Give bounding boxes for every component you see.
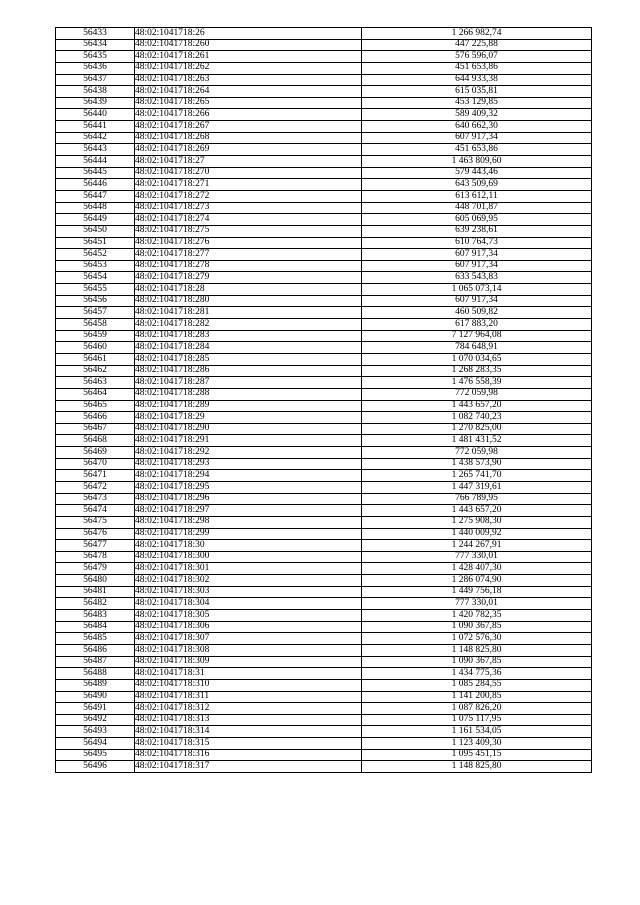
cadastral-number: 48:02:1041718:284 [135, 342, 362, 354]
cadastral-value: 607 917,34 [362, 295, 592, 307]
row-number: 56443 [56, 144, 135, 156]
table-row [56, 86, 592, 98]
cadastral-value: 451 653,86 [362, 62, 592, 74]
table-row [56, 202, 592, 214]
table-row [56, 365, 592, 377]
cadastral-number: 48:02:1041718:292 [135, 447, 362, 459]
row-number: 56454 [56, 272, 135, 284]
table-row [56, 598, 592, 610]
row-number: 56450 [56, 225, 135, 237]
cadastral-number: 48:02:1041718:302 [135, 575, 362, 587]
cadastral-value: 451 653,86 [362, 144, 592, 156]
row-number: 56457 [56, 307, 135, 319]
cadastral-value: 460 509,82 [362, 307, 592, 319]
table-row [56, 423, 592, 435]
cadastral-number: 48:02:1041718:313 [135, 714, 362, 726]
row-number: 56493 [56, 726, 135, 738]
row-number: 56459 [56, 330, 135, 342]
row-number: 56476 [56, 528, 135, 540]
row-number: 56488 [56, 668, 135, 680]
row-number: 56441 [56, 121, 135, 133]
row-number: 56482 [56, 598, 135, 610]
row-number: 56453 [56, 260, 135, 272]
table-row [56, 377, 592, 389]
cadastral-value: 1 438 573,90 [362, 458, 592, 470]
table-row [56, 51, 592, 63]
table-row [56, 656, 592, 668]
table-row [56, 156, 592, 168]
row-number: 56460 [56, 342, 135, 354]
table-row [56, 458, 592, 470]
cadastral-number: 48:02:1041718:267 [135, 121, 362, 133]
table-row [56, 726, 592, 738]
row-number: 56481 [56, 586, 135, 598]
cadastral-number: 48:02:1041718:31 [135, 668, 362, 680]
cadastral-number: 48:02:1041718:290 [135, 423, 362, 435]
row-number: 56440 [56, 109, 135, 121]
cadastral-number: 48:02:1041718:30 [135, 540, 362, 552]
row-number: 56494 [56, 738, 135, 750]
table-row [56, 388, 592, 400]
table-row [56, 412, 592, 424]
row-number: 56451 [56, 237, 135, 249]
row-number: 56473 [56, 493, 135, 505]
cadastral-number: 48:02:1041718:307 [135, 633, 362, 645]
table-row [56, 738, 592, 750]
cadastral-value: 1 148 825,80 [362, 761, 592, 773]
row-number: 56489 [56, 679, 135, 691]
row-number: 56436 [56, 62, 135, 74]
cadastral-number: 48:02:1041718:293 [135, 458, 362, 470]
table-row [56, 121, 592, 133]
cadastral-value: 605 069,95 [362, 214, 592, 226]
row-number: 56496 [56, 761, 135, 773]
table-row [56, 540, 592, 552]
table-row [56, 551, 592, 563]
table-row [56, 621, 592, 633]
cadastral-value: 1 434 775,36 [362, 668, 592, 680]
table-row [56, 342, 592, 354]
cadastral-number: 48:02:1041718:312 [135, 703, 362, 715]
cadastral-number: 48:02:1041718:308 [135, 644, 362, 656]
cadastral-value: 448 701,87 [362, 202, 592, 214]
cadastral-number: 48:02:1041718:274 [135, 214, 362, 226]
cadastral-number: 48:02:1041718:311 [135, 691, 362, 703]
cadastral-value: 1 072 576,30 [362, 633, 592, 645]
cadastral-number: 48:02:1041718:262 [135, 62, 362, 74]
cadastral-value: 607 917,34 [362, 132, 592, 144]
cadastral-value: 1 065 073,14 [362, 284, 592, 296]
row-number: 56449 [56, 214, 135, 226]
cadastral-number: 48:02:1041718:28 [135, 284, 362, 296]
cadastral-number: 48:02:1041718:282 [135, 319, 362, 331]
cadastral-number: 48:02:1041718:310 [135, 679, 362, 691]
cadastral-number: 48:02:1041718:317 [135, 761, 362, 773]
cadastral-value: 1 443 657,20 [362, 505, 592, 517]
row-number: 56486 [56, 644, 135, 656]
cadastral-number: 48:02:1041718:316 [135, 749, 362, 761]
cadastral-value: 617 883,20 [362, 319, 592, 331]
cadastral-value: 1 443 657,20 [362, 400, 592, 412]
cadastral-value: 607 917,34 [362, 260, 592, 272]
cadastral-value: 1 141 200,85 [362, 691, 592, 703]
row-number: 56470 [56, 458, 135, 470]
cadastral-number: 48:02:1041718:269 [135, 144, 362, 156]
cadastral-number: 48:02:1041718:26 [135, 28, 362, 40]
row-number: 56442 [56, 132, 135, 144]
cadastral-number: 48:02:1041718:275 [135, 225, 362, 237]
cadastral-number: 48:02:1041718:297 [135, 505, 362, 517]
table-row [56, 691, 592, 703]
row-number: 56472 [56, 481, 135, 493]
cadastral-value: 1 085 284,55 [362, 679, 592, 691]
cadastral-number: 48:02:1041718:287 [135, 377, 362, 389]
cadastral-value: 7 127 964,08 [362, 330, 592, 342]
table-row [56, 644, 592, 656]
table-row [56, 144, 592, 156]
cadastral-number: 48:02:1041718:289 [135, 400, 362, 412]
table-row [56, 260, 592, 272]
cadastral-value: 1 481 431,52 [362, 435, 592, 447]
cadastral-number: 48:02:1041718:260 [135, 39, 362, 51]
cadastral-number: 48:02:1041718:298 [135, 516, 362, 528]
table-row [56, 516, 592, 528]
table-row [56, 668, 592, 680]
cadastral-value: 1 266 982,74 [362, 28, 592, 40]
cadastral-value: 589 409,32 [362, 109, 592, 121]
table-row [56, 447, 592, 459]
cadastral-number: 48:02:1041718:306 [135, 621, 362, 633]
row-number: 56467 [56, 423, 135, 435]
cadastral-value: 784 648,91 [362, 342, 592, 354]
cadastral-number: 48:02:1041718:280 [135, 295, 362, 307]
table-row [56, 28, 592, 40]
cadastral-value: 640 662,30 [362, 121, 592, 133]
table-row [56, 749, 592, 761]
cadastral-number: 48:02:1041718:264 [135, 86, 362, 98]
row-number: 56464 [56, 388, 135, 400]
row-number: 56483 [56, 610, 135, 622]
cadastral-value: 447 225,88 [362, 39, 592, 51]
table-row [56, 400, 592, 412]
table-row [56, 703, 592, 715]
cadastral-value: 1 270 825,00 [362, 423, 592, 435]
table-row [56, 563, 592, 575]
cadastral-value: 1 268 283,35 [362, 365, 592, 377]
cadastral-number: 48:02:1041718:279 [135, 272, 362, 284]
row-number: 56490 [56, 691, 135, 703]
cadastral-number: 48:02:1041718:296 [135, 493, 362, 505]
cadastral-number: 48:02:1041718:266 [135, 109, 362, 121]
cadastral-number: 48:02:1041718:294 [135, 470, 362, 482]
row-number: 56465 [56, 400, 135, 412]
cadastral-number: 48:02:1041718:295 [135, 481, 362, 493]
row-number: 56474 [56, 505, 135, 517]
table-row [56, 295, 592, 307]
row-number: 56466 [56, 412, 135, 424]
table-row [56, 330, 592, 342]
table-row [56, 528, 592, 540]
cadastral-number: 48:02:1041718:288 [135, 388, 362, 400]
row-number: 56479 [56, 563, 135, 575]
cadastral-number: 48:02:1041718:305 [135, 610, 362, 622]
row-number: 56495 [56, 749, 135, 761]
cadastral-number: 48:02:1041718:304 [135, 598, 362, 610]
cadastral-value: 1 275 908,30 [362, 516, 592, 528]
row-number: 56445 [56, 167, 135, 179]
cadastral-value-table [55, 27, 592, 773]
cadastral-number: 48:02:1041718:283 [135, 330, 362, 342]
row-number: 56458 [56, 319, 135, 331]
cadastral-value: 579 443,46 [362, 167, 592, 179]
cadastral-value: 1 476 558,39 [362, 377, 592, 389]
row-number: 56463 [56, 377, 135, 389]
cadastral-value: 1 090 367,85 [362, 656, 592, 668]
cadastral-number: 48:02:1041718:273 [135, 202, 362, 214]
cadastral-value: 1 440 009,92 [362, 528, 592, 540]
table-row [56, 470, 592, 482]
cadastral-value: 1 082 740,23 [362, 412, 592, 424]
table-row [56, 39, 592, 51]
row-number: 56469 [56, 447, 135, 459]
cadastral-value: 772 059,98 [362, 447, 592, 459]
table-row [56, 307, 592, 319]
row-number: 56446 [56, 179, 135, 191]
cadastral-number: 48:02:1041718:271 [135, 179, 362, 191]
table-row [56, 190, 592, 202]
row-number: 56438 [56, 86, 135, 98]
cadastral-number: 48:02:1041718:277 [135, 249, 362, 261]
cadastral-value: 453 129,85 [362, 97, 592, 109]
table-row [56, 319, 592, 331]
cadastral-value: 1 161 534,05 [362, 726, 592, 738]
cadastral-value: 1 463 809,60 [362, 156, 592, 168]
row-number: 56485 [56, 633, 135, 645]
cadastral-number: 48:02:1041718:278 [135, 260, 362, 272]
table-row [56, 225, 592, 237]
cadastral-value: 1 087 826,20 [362, 703, 592, 715]
table-row [56, 633, 592, 645]
table-row [56, 505, 592, 517]
table-row [56, 493, 592, 505]
table-row [56, 435, 592, 447]
row-number: 56435 [56, 51, 135, 63]
cadastral-value: 1 148 825,80 [362, 644, 592, 656]
cadastral-value: 610 764,73 [362, 237, 592, 249]
table-row [56, 714, 592, 726]
cadastral-number: 48:02:1041718:309 [135, 656, 362, 668]
row-number: 56492 [56, 714, 135, 726]
row-number: 56452 [56, 249, 135, 261]
row-number: 56478 [56, 551, 135, 563]
cadastral-number: 48:02:1041718:272 [135, 190, 362, 202]
cadastral-value: 1 090 367,85 [362, 621, 592, 633]
cadastral-value: 1 070 034,65 [362, 353, 592, 365]
cadastral-number: 48:02:1041718:303 [135, 586, 362, 598]
row-number: 56448 [56, 202, 135, 214]
table-row [56, 761, 592, 773]
cadastral-value: 615 035,81 [362, 86, 592, 98]
row-number: 56437 [56, 74, 135, 86]
cadastral-number: 48:02:1041718:281 [135, 307, 362, 319]
table-row [56, 237, 592, 249]
row-number: 56491 [56, 703, 135, 715]
cadastral-value: 1 075 117,95 [362, 714, 592, 726]
cadastral-number: 48:02:1041718:300 [135, 551, 362, 563]
cadastral-number: 48:02:1041718:299 [135, 528, 362, 540]
table-row [56, 74, 592, 86]
cadastral-value: 766 789,95 [362, 493, 592, 505]
table-row [56, 679, 592, 691]
cadastral-value: 643 509,69 [362, 179, 592, 191]
cadastral-value: 639 238,61 [362, 225, 592, 237]
table-row [56, 610, 592, 622]
table-row [56, 575, 592, 587]
cadastral-value: 1 447 319,61 [362, 481, 592, 493]
row-number: 56475 [56, 516, 135, 528]
row-number: 56439 [56, 97, 135, 109]
cadastral-value: 1 420 782,35 [362, 610, 592, 622]
cadastral-value: 1 265 741,70 [362, 470, 592, 482]
row-number: 56462 [56, 365, 135, 377]
cadastral-number: 48:02:1041718:263 [135, 74, 362, 86]
table-row [56, 132, 592, 144]
table-row [56, 214, 592, 226]
row-number: 56471 [56, 470, 135, 482]
table-row [56, 62, 592, 74]
row-number: 56456 [56, 295, 135, 307]
table-row [56, 249, 592, 261]
cadastral-value: 772 059,98 [362, 388, 592, 400]
table-row [56, 167, 592, 179]
row-number: 56447 [56, 190, 135, 202]
row-number: 56444 [56, 156, 135, 168]
cadastral-number: 48:02:1041718:286 [135, 365, 362, 377]
cadastral-number: 48:02:1041718:291 [135, 435, 362, 447]
row-number: 56484 [56, 621, 135, 633]
row-number: 56468 [56, 435, 135, 447]
cadastral-value: 1 449 756,18 [362, 586, 592, 598]
cadastral-value: 1 123 409,30 [362, 738, 592, 750]
cadastral-value: 1 095 451,15 [362, 749, 592, 761]
cadastral-number: 48:02:1041718:270 [135, 167, 362, 179]
cadastral-number: 48:02:1041718:268 [135, 132, 362, 144]
cadastral-value: 613 612,11 [362, 190, 592, 202]
row-number: 56433 [56, 28, 135, 40]
cadastral-value: 607 917,34 [362, 249, 592, 261]
cadastral-value: 1 244 267,91 [362, 540, 592, 552]
row-number: 56487 [56, 656, 135, 668]
cadastral-number: 48:02:1041718:314 [135, 726, 362, 738]
table-body [56, 28, 592, 773]
row-number: 56461 [56, 353, 135, 365]
table-row [56, 481, 592, 493]
cadastral-value: 777 330,01 [362, 598, 592, 610]
row-number: 56434 [56, 39, 135, 51]
cadastral-number: 48:02:1041718:315 [135, 738, 362, 750]
cadastral-value: 777 330,01 [362, 551, 592, 563]
table-row [56, 586, 592, 598]
table-row [56, 353, 592, 365]
cadastral-number: 48:02:1041718:285 [135, 353, 362, 365]
cadastral-number: 48:02:1041718:301 [135, 563, 362, 575]
cadastral-number: 48:02:1041718:261 [135, 51, 362, 63]
table-row [56, 109, 592, 121]
cadastral-number: 48:02:1041718:29 [135, 412, 362, 424]
table-row [56, 97, 592, 109]
row-number: 56477 [56, 540, 135, 552]
cadastral-number: 48:02:1041718:265 [135, 97, 362, 109]
cadastral-number: 48:02:1041718:276 [135, 237, 362, 249]
table-row [56, 272, 592, 284]
cadastral-value: 576 596,07 [362, 51, 592, 63]
row-number: 56455 [56, 284, 135, 296]
table-row [56, 179, 592, 191]
cadastral-value: 1 428 407,30 [362, 563, 592, 575]
cadastral-value: 1 286 074,90 [362, 575, 592, 587]
cadastral-value: 633 543,83 [362, 272, 592, 284]
row-number: 56480 [56, 575, 135, 587]
table-row [56, 284, 592, 296]
cadastral-number: 48:02:1041718:27 [135, 156, 362, 168]
cadastral-value: 644 933,38 [362, 74, 592, 86]
